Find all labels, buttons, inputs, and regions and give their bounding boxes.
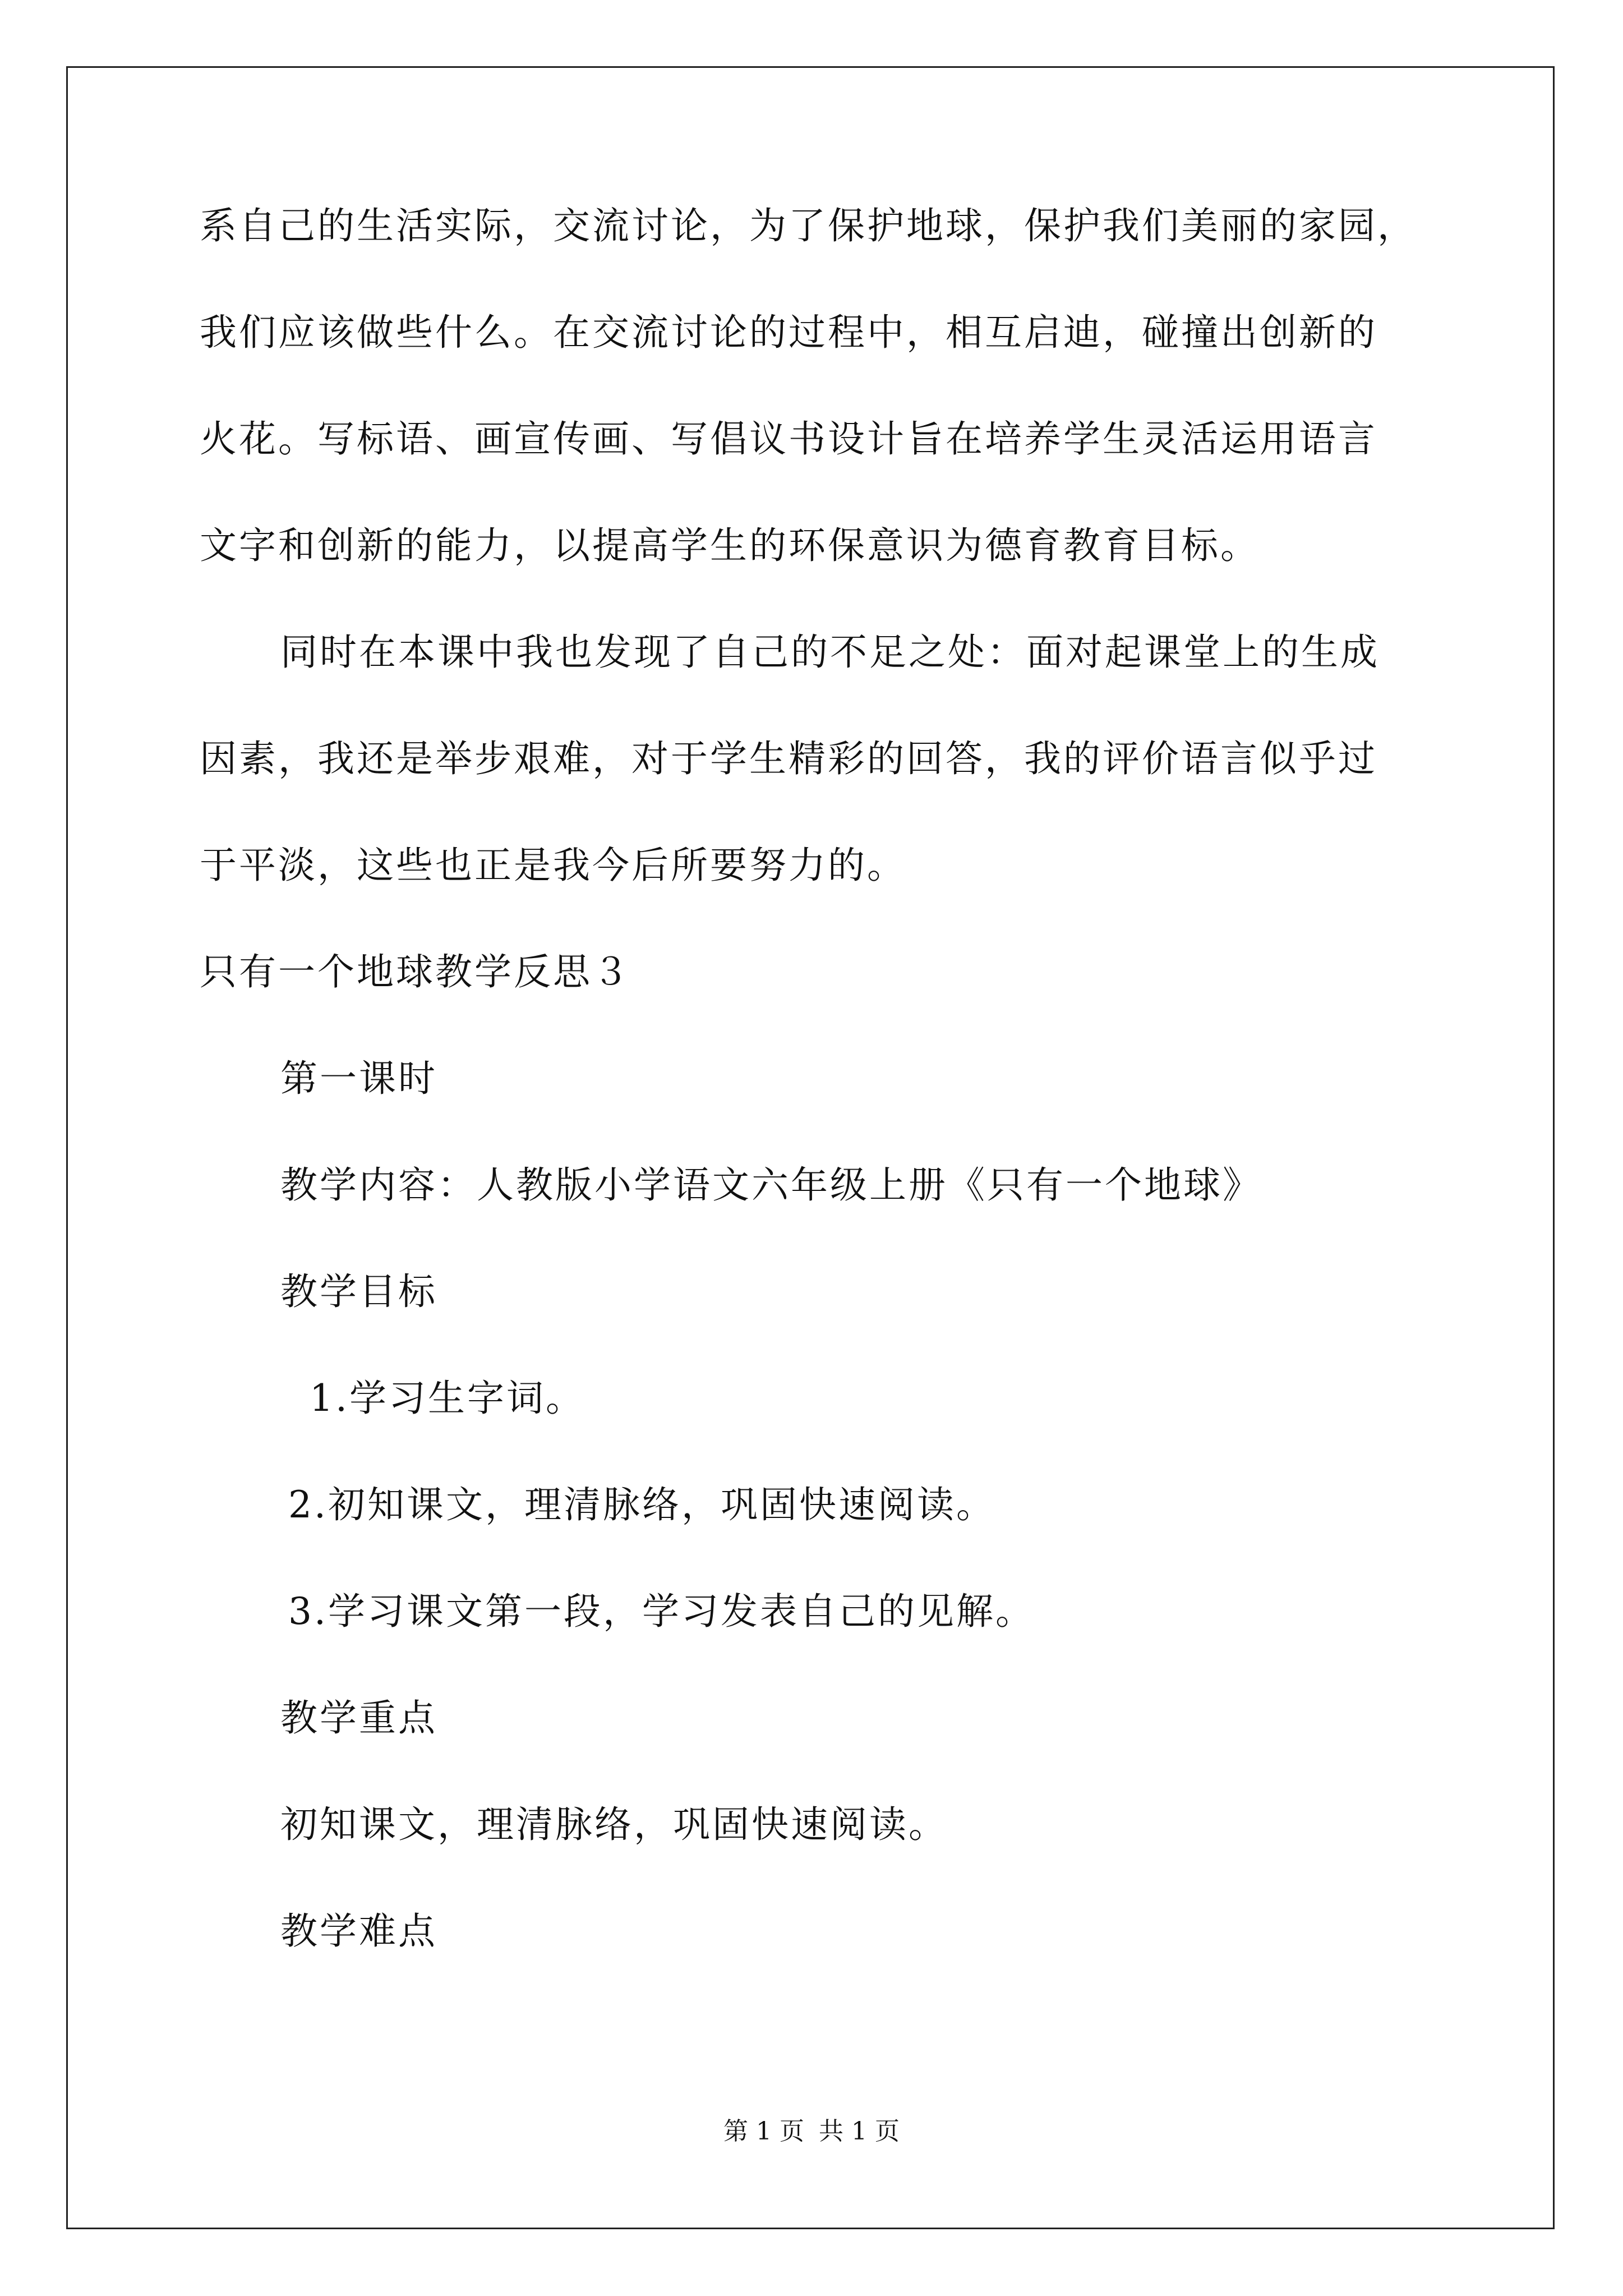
goal-item-1: 1.学习生字词。 — [310, 1377, 585, 1420]
page-border — [66, 66, 1555, 2229]
body-line-4: 文字和创新的能力，以提高学生的环保意识为德育教育目标。 — [200, 524, 1260, 567]
body-line-1: 系自己的生活实际，交流讨论，为了保护地球，保护我们美丽的家园， — [200, 204, 1417, 247]
goal-item-3: 3.学习课文第一段，学习发表自己的见解。 — [288, 1590, 1035, 1633]
section-heading: 只有一个地球教学反思３ — [200, 950, 631, 993]
paragraph-reflection-start: 同时在本课中我也发现了自己的不足之处：面对起课堂上的生成 — [280, 631, 1380, 674]
page-total: 共 1 页 — [819, 2117, 900, 2146]
lesson-heading: 第一课时 — [280, 1057, 437, 1100]
body-line-2: 我们应该做些什么。在交流讨论的过程中，相互启迪，碰撞出创新的 — [200, 311, 1377, 354]
page-number: 第 1 页 — [723, 2117, 804, 2146]
goal-item-2: 2.初知课文，理清脉络，巩固快速阅读。 — [288, 1483, 995, 1526]
page-footer — [0, 2115, 1623, 2148]
key-points-heading: 教学重点 — [280, 1696, 437, 1740]
key-points-text: 初知课文，理清脉络，巩固快速阅读。 — [280, 1803, 948, 1846]
body-line-7: 于平淡，这些也正是我今后所要努力的。 — [200, 844, 906, 887]
teaching-goals-heading: 教学目标 — [280, 1270, 437, 1313]
teaching-content: 教学内容：人教版小学语文六年级上册《只有一个地球》 — [280, 1163, 1262, 1207]
body-line-6: 因素，我还是举步艰难，对于学生精彩的回答，我的评价语言似乎过 — [200, 737, 1377, 780]
difficulties-heading: 教学难点 — [280, 1910, 437, 1953]
body-line-3: 火花。写标语、画宣传画、写倡议书设计旨在培养学生灵活运用语言 — [200, 417, 1377, 461]
